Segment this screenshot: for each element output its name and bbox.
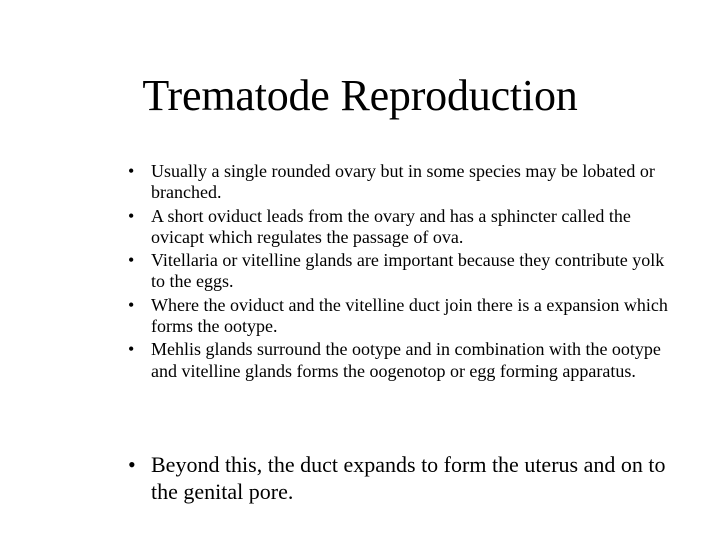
bullet-list xyxy=(128,161,668,384)
bullet-item xyxy=(128,161,668,204)
bullet-text: Vitellaria or vitelline glands are important because they contribute yolk to the eggs. xyxy=(151,250,665,292)
bullet-dot: • xyxy=(128,452,136,477)
bullet-dot: • xyxy=(128,205,135,226)
bullet-dot: • xyxy=(128,294,135,315)
bullet-text: Usually a single rounded ovary but in some species may be lobated or branched. xyxy=(151,161,655,203)
bullet-item xyxy=(128,206,668,249)
bullet-dot: • xyxy=(128,339,135,360)
final-bullet-list xyxy=(128,451,668,507)
bullet-item xyxy=(128,250,668,293)
bullet-item xyxy=(128,339,668,382)
bullet-dot: • xyxy=(128,161,135,181)
slide-title: Trematode Reproduction xyxy=(142,71,578,120)
bullet-text: Mehlis glands surround the ootype and in combination with the ootype and vitelline glands forms the oogenotop or egg forming apparatus. xyxy=(151,339,661,381)
final-bullet-item xyxy=(128,451,668,505)
bullet-dot: • xyxy=(128,250,135,271)
bullet-text: Where the oviduct and the vitelline duct join there is a expansion which forms the ootype. xyxy=(151,294,668,337)
bullet-text: A short oviduct leads from the ovary and has a sphincter called the ovicapt which regulates the passage of ova. xyxy=(151,205,631,247)
bullet-item xyxy=(128,295,668,338)
final-bullet-text: Beyond this, the duct expands to form the uterus and on to the genital pore. xyxy=(151,452,666,504)
